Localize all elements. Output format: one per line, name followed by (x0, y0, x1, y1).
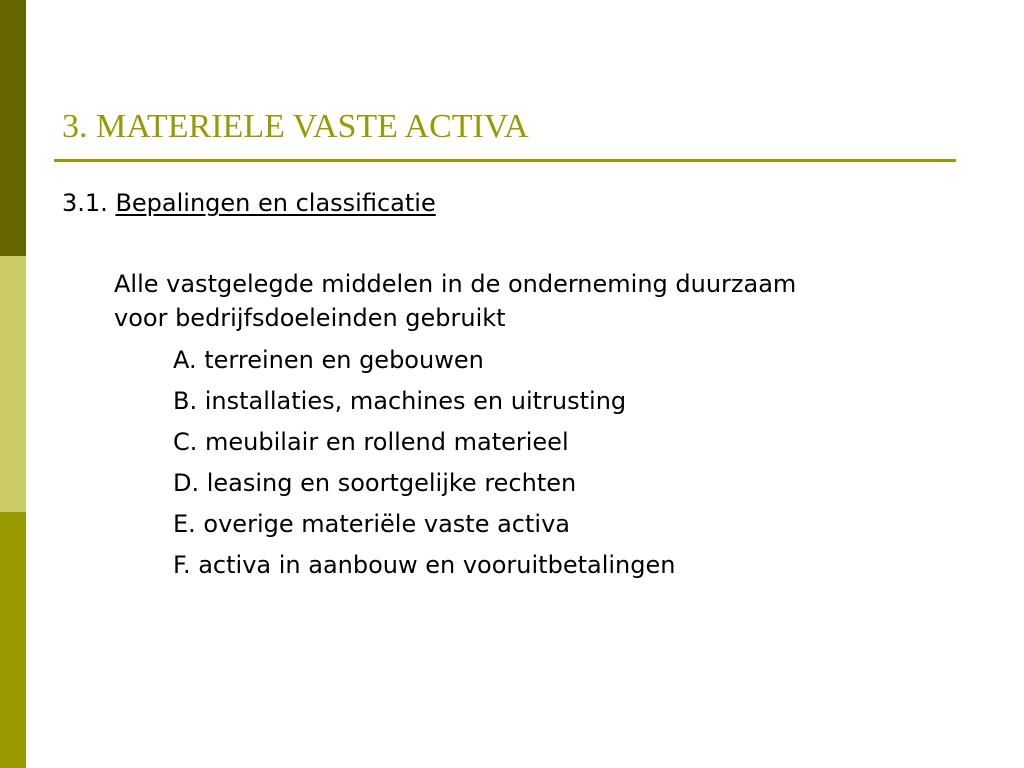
list-item: A. terreinen en gebouwen (173, 346, 484, 374)
section-heading-text: Bepalingen en classificatie (115, 189, 436, 217)
list-item: C. meubilair en rollend materieel (173, 428, 569, 456)
side-bar-dark-segment (0, 0, 26, 256)
classification-list (173, 343, 675, 589)
title-divider (54, 159, 956, 162)
list-item: E. overige materiële vaste activa (173, 510, 570, 538)
section-number: 3.1. (62, 189, 108, 217)
paragraph-line-2: voor bedrijfsdoeleinden gebruikt (114, 304, 506, 332)
list-item: B. installaties, machines en uitrusting (173, 387, 627, 415)
list-item: D. leasing en soortgelijke rechten (173, 469, 577, 497)
section-heading (62, 186, 436, 220)
list-item: F. activa in aanbouw en vooruitbetalingen (173, 551, 676, 579)
paragraph-line-1: Alle vastgelegde middelen in de onderneming duurzaam (114, 270, 797, 298)
side-bar-olive-segment (0, 512, 26, 768)
definition-paragraph (114, 267, 796, 335)
slide-title: 3. MATERIELE VASTE ACTIVA (62, 108, 529, 145)
side-bar-light-segment (0, 256, 26, 512)
